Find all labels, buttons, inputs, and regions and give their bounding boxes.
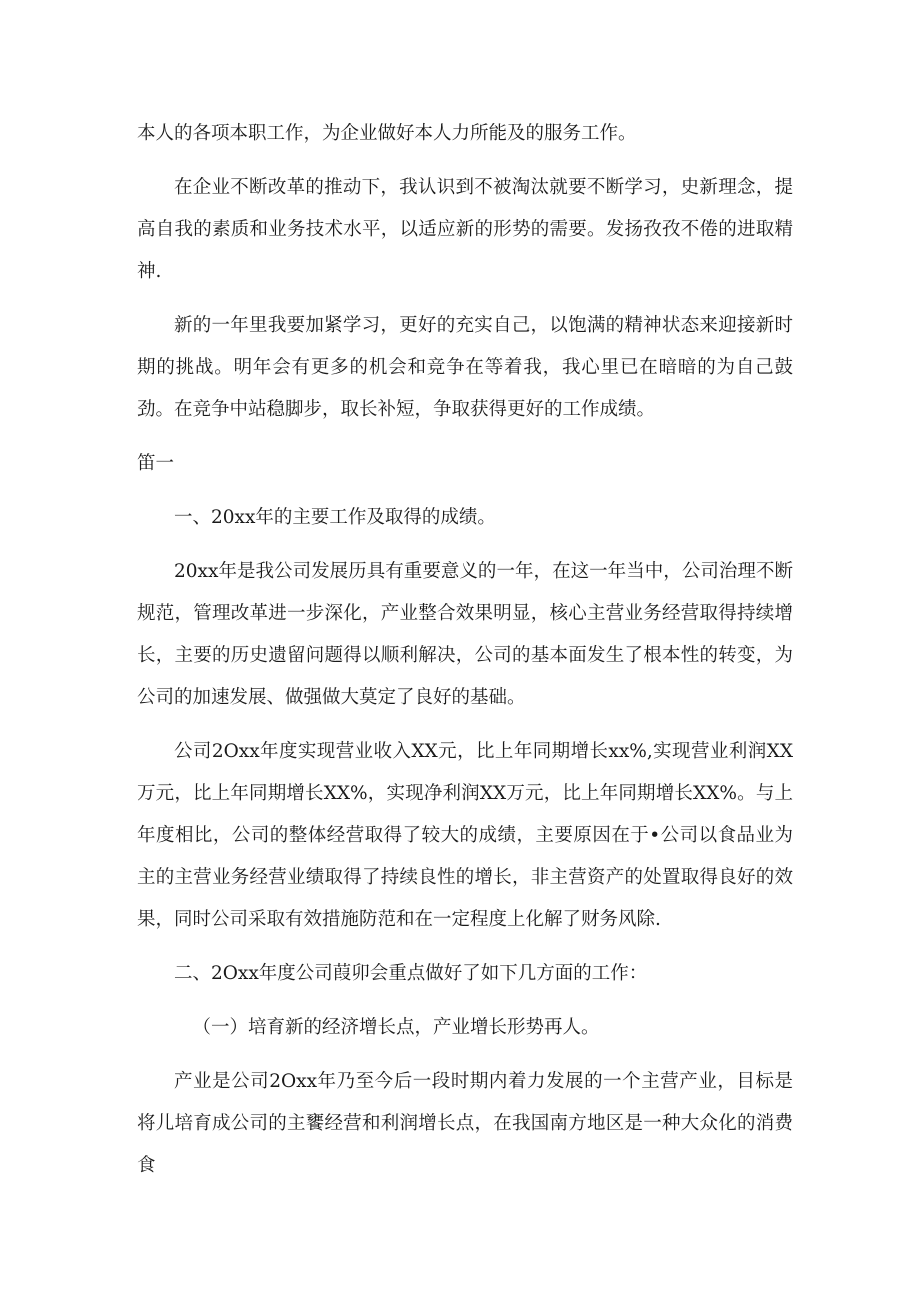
paragraph: 产业是公司2Oxx年乃至今后一段时期内着力发展的一个主营产业，目标是将儿培育成公司的主饔经营和利润增长点，在我国南方地区是一种大众化的消费食 [137, 1071, 793, 1176]
subsection-heading: （一）培育新的经济增长点，产业增长形势再人。 [192, 1017, 600, 1038]
section-heading: 二、2Oxx年度公司葭卯会重点做好了如下几方面的工作： [174, 963, 648, 984]
section-heading: 一、20xx年的主要工作及取得的成绩。 [174, 507, 496, 528]
paragraph: 新的一年里我要加紧学习，更好的充实自己，以饱满的精神状态来迎接新时期的挑战。明年会有更多的机会和竞争在等着我，我心里已在暗暗的为自己鼓劲。在竞争中站稳脚步，取长补短，争取获得更好的工作成绩。 [137, 315, 793, 420]
paragraph: 本人的各项本职工作，为企业做好本人力所能及的服务工作。 [137, 123, 637, 144]
document-body [137, 113, 793, 1199]
paragraph: 公司2Oxx年度实现营业收入XX元，比上年同期增长xx%,实现营业利润XX万元，比上年同期增长XX%，实现净利润XX万元，比上年同期增长XX%。与上年度相比，公司的整体经营取得了较大的成绩，主要原因在于•公司以食品业为主的主营业务经营业绩取得了持续良性的增长，非主营资产的处置取得良好的效果，同时公司采取有效措施防范和在一定程度上化解了财务风除. [137, 741, 793, 930]
paragraph: 20xx年是我公司发展历具有重要意义的一年，在这一年当中，公司治理不断规范，管理改革进一步深化，产业整合效果明显，核心主营业务经营取得持续增长，主要的历史遗留问题得以顺利解决，公司的基本面发生了根本性的转变，为公司的加速发展、做强做大莫定了良好的基础。 [137, 561, 793, 708]
section-heading: 笛一 [137, 453, 175, 474]
paragraph: 在企业不断改革的推动下，我认识到不被淘汰就要不断学习，史新理念，提高自我的素质和业务技术水平，以适应新的形势的需要。发扬孜孜不倦的进取精神. [137, 177, 793, 282]
